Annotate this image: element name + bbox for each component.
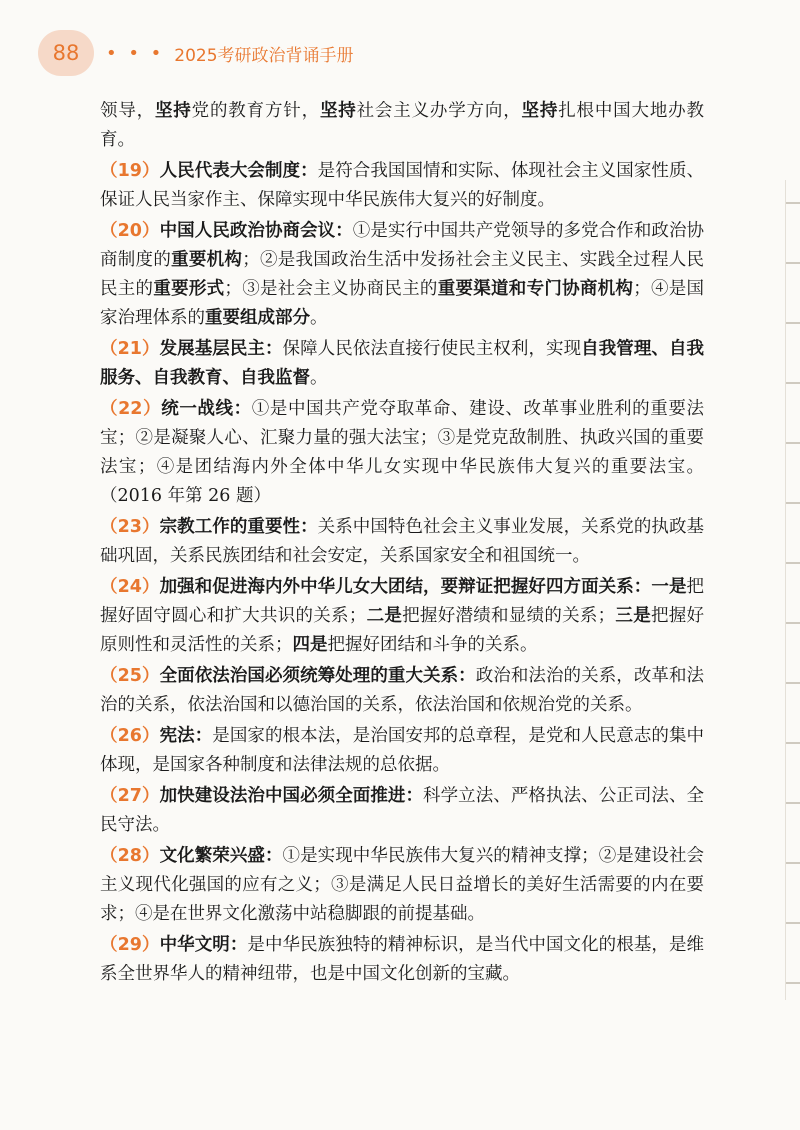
numbered-item bbox=[100, 217, 704, 333]
item-number: （20） bbox=[100, 221, 160, 241]
page-header bbox=[38, 28, 354, 78]
item-number: （26） bbox=[100, 726, 160, 746]
bold-text: 坚持 bbox=[521, 101, 559, 121]
item-number: （24） bbox=[100, 577, 160, 597]
body-text: ；③是社会主义协商民主的 bbox=[224, 279, 438, 299]
body-text: ；④是国家治理体系的 bbox=[100, 279, 705, 328]
numbered-item bbox=[100, 335, 704, 393]
body-text: 领导， bbox=[100, 101, 155, 121]
numbered-item bbox=[100, 573, 704, 660]
continued-paragraph bbox=[100, 97, 704, 155]
bold-text: 重要形式 bbox=[153, 279, 225, 299]
item-term: 中华文明： bbox=[159, 935, 248, 955]
item-term: 文化繁荣兴盛： bbox=[159, 846, 283, 866]
bold-text: 重要组成部分 bbox=[205, 308, 310, 328]
numbered-item bbox=[100, 782, 704, 840]
item-number: （21） bbox=[100, 339, 160, 359]
item-term: 发展基层民主： bbox=[159, 339, 283, 359]
body-text: 保障人民依法直接行使民主权利，实现 bbox=[282, 339, 582, 359]
item-number: （25） bbox=[100, 666, 160, 686]
bold-text: 四是 bbox=[292, 635, 328, 655]
item-term: 全面依法治国必须统筹处理的重大关系： bbox=[159, 666, 476, 686]
numbered-item bbox=[100, 395, 704, 511]
body-text: 把握好团结和斗争的关系。 bbox=[327, 635, 538, 655]
body-text: 扎根中国大地办教育。 bbox=[100, 101, 704, 150]
body-text: 把握好固守圆心和扩大共识的关系； bbox=[100, 577, 705, 626]
item-term: 统一战线： bbox=[161, 399, 252, 419]
body-text: 党的教育方针， bbox=[191, 101, 320, 121]
body-text: 科学立法、严格执法、公正司法、全民守法。 bbox=[100, 786, 705, 835]
numbered-item bbox=[100, 722, 704, 780]
body-text: 是中华民族独特的精神标识，是当代中国文化的根基，是维系全世界华人的精神纽带，也是中国文化创新的宝藏。 bbox=[100, 935, 705, 984]
body-text: 。 bbox=[310, 308, 328, 328]
bold-text: 三是 bbox=[615, 606, 651, 626]
bold-text: 坚持 bbox=[319, 101, 357, 121]
header-dots: • • • bbox=[106, 42, 165, 64]
body-text: 把握好潜绩和显绩的关系； bbox=[402, 606, 616, 626]
bold-text: 自我管理、自我服务、自我教育、自我监督 bbox=[100, 339, 705, 388]
item-term: 人民代表大会制度： bbox=[159, 161, 318, 181]
bold-text: 一是 bbox=[651, 577, 687, 597]
item-term: 中国人民政治协商会议： bbox=[159, 221, 353, 241]
book-title: 2025考研政治背诵手册 bbox=[174, 45, 354, 66]
body-text: 社会主义办学方向， bbox=[356, 101, 522, 121]
item-number: （22） bbox=[100, 399, 162, 419]
numbered-item bbox=[100, 513, 704, 571]
item-number: （19） bbox=[100, 161, 160, 181]
item-term: 加强和促进海内外中华儿女大团结，要辩证把握好四方面关系： bbox=[159, 577, 652, 597]
page-binding-edge bbox=[785, 180, 800, 1000]
numbered-item bbox=[100, 842, 704, 929]
item-number: （29） bbox=[100, 935, 160, 955]
bold-text: 重要机构 bbox=[171, 250, 243, 270]
numbered-item bbox=[100, 662, 704, 720]
body-text: 关系中国特色社会主义事业发展，关系党的执政基础巩固，关系民族团结和社会安定，关系国家安全和祖国统一。 bbox=[100, 517, 705, 566]
bold-text: 重要渠道和专门协商机构 bbox=[437, 279, 634, 299]
page-content bbox=[100, 97, 704, 991]
body-text: 是符合我国国情和实际、体现社会主义国家性质、保证人民当家作主、保障实现中华民族伟大复兴的好制度。 bbox=[100, 161, 705, 210]
bold-text: 二是 bbox=[366, 606, 403, 626]
body-text: 是国家的根本法，是治国安邦的总章程，是党和人民意志的集中体现，是国家各种制度和法律法规的总依据。 bbox=[100, 726, 705, 775]
page-number-badge: 88 bbox=[38, 30, 94, 76]
body-text: ①是实行中国共产党领导的多党合作和政治协商制度的 bbox=[100, 221, 705, 270]
body-text: 政治和法治的关系，改革和法治的关系，依法治国和以德治国的关系，依法治国和依规治党的关系。 bbox=[100, 666, 705, 715]
body-text: ；②是我国政治生活中发扬社会主义民主、实践全过程人民民主的 bbox=[100, 250, 705, 299]
body-text: 。 bbox=[310, 368, 328, 388]
numbered-item bbox=[100, 931, 704, 989]
bold-text: 坚持 bbox=[154, 101, 192, 121]
numbered-item bbox=[100, 157, 704, 215]
item-term: 宪法： bbox=[159, 726, 213, 746]
item-number: （27） bbox=[100, 786, 160, 806]
item-number: （23） bbox=[100, 517, 160, 537]
item-term: 宗教工作的重要性： bbox=[159, 517, 318, 537]
item-term: 加快建设法治中国必须全面推进： bbox=[159, 786, 424, 806]
body-text: ①是实现中华民族伟大复兴的精神支撑；②是建设社会主义现代化强国的应有之义；③是满足人民日益增长的美好生活需要的内在要求；④是在世界文化激荡中站稳脚跟的前提基础。 bbox=[100, 846, 705, 924]
body-text: ①是中国共产党夺取革命、建设、改革事业胜利的重要法宝；②是凝聚人心、汇聚力量的强大法宝；③是党克敌制胜、执政兴国的重要法宝；④是团结海内外全体中华儿女实现中华民族伟大复兴的重要法宝。（2016 年第 26 题） bbox=[100, 399, 705, 506]
item-number: （28） bbox=[100, 846, 160, 866]
body-text: 把握好原则性和灵活性的关系； bbox=[100, 606, 705, 655]
